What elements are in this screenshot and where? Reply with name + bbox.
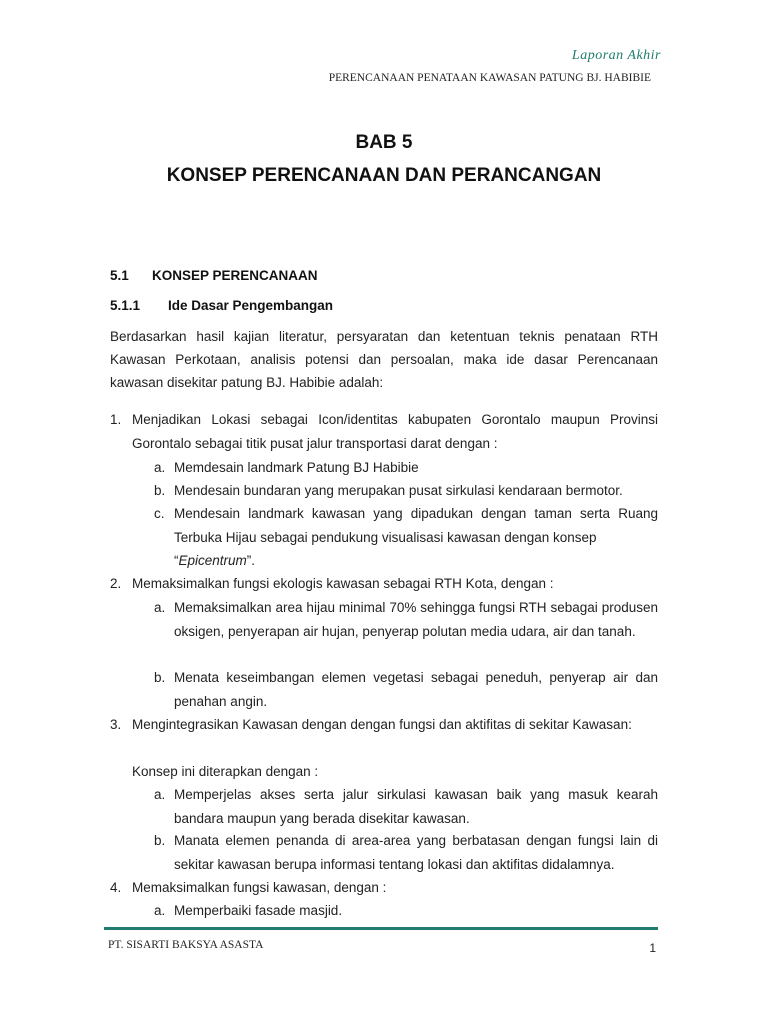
sub-text-end: “Epicentrum”. — [174, 553, 256, 568]
sub-letter: c. — [154, 506, 165, 521]
sub-letter: a. — [154, 460, 166, 475]
footer-company: PT. SISARTI BAKSYA ASASTA — [108, 939, 264, 951]
item-number: 1. — [110, 412, 122, 427]
page-number: 1 — [649, 941, 656, 955]
item-number: 4. — [110, 880, 122, 895]
report-subtitle: PERENCANAAN PENATAAN KAWASAN PATUNG BJ. HABIBIE — [328, 72, 651, 84]
sub-text: Memdesain landmark Patung BJ Habibie — [174, 460, 419, 475]
subsection-title: Ide Dasar Pengembangan — [168, 298, 334, 313]
item-number: 2. — [110, 576, 122, 591]
subsection-number: 5.1.1 — [110, 298, 141, 313]
sub-text: Memperbaiki fasade masjid. — [174, 903, 343, 918]
section-number: 5.1 — [110, 268, 129, 283]
sub-letter: a. — [154, 903, 166, 918]
sub-letter: b. — [154, 483, 166, 498]
sub-text: Manata elemen penanda di area-area yang berbatasan dengan fungsi lain di sekitar kawasan berupa informasi tentang lokasi dan aktifitas didalamnya. — [174, 833, 658, 872]
section-heading — [110, 268, 318, 283]
intro-paragraph: Berdasarkan hasil kajian literatur, persyaratan dan ketentuan teknis penataan RTH Kawasan Perkotaan, analisis potensi dan persoalan, maka ide dasar Perencanaan kawasan disekitar patung BJ. Habibie adalah: — [110, 329, 658, 390]
section-title: KONSEP PERENCANAAN — [152, 268, 318, 283]
sub-letter: a. — [154, 787, 166, 802]
sub-text: Memperjelas akses serta jalur sirkulasi kawasan baik yang masuk kearah bandara maupun yang berada disekitar kawasan. — [174, 787, 658, 826]
subsection-heading — [110, 298, 333, 313]
sub-letter: b. — [154, 833, 166, 848]
sub-text: Mendesain landmark kawasan yang dipadukan dengan taman serta Ruang Terbuka Hijau sebagai pendukung visualisasi kawasan dengan konsep — [174, 506, 658, 545]
item-text: Mengintegrasikan Kawasan dengan dengan fungsi dan aktifitas di sekitar Kawasan: — [132, 717, 632, 732]
item-extra: Konsep ini diterapkan dengan : — [132, 764, 319, 779]
report-title: Laporan Akhir — [571, 48, 661, 63]
footer-divider — [104, 927, 658, 930]
chapter-label: BAB 5 — [355, 132, 413, 153]
item-number: 3. — [110, 717, 122, 732]
epicentrum-term: Epicentrum — [178, 553, 247, 568]
sub-text: Mendesain bundaran yang merupakan pusat sirkulasi kendaraan bermotor. — [174, 483, 623, 498]
sub-text: Menata keseimbangan elemen vegetasi sebagai peneduh, penyerap air dan penahan angin. — [174, 670, 658, 709]
sub-text: Memaksimalkan area hijau minimal 70% sehingga fungsi RTH sebagai produsen oksigen, penyerapan air hujan, penyerap polutan media udara, air dan tanah. — [174, 600, 658, 639]
item-text: Menjadikan Lokasi sebagai Icon/identitas kabupaten Gorontalo maupun Provinsi Gorontalo sebagai titik pusat jalur transportasi darat dengan : — [132, 412, 658, 451]
item-text: Memaksimalkan fungsi ekologis kawasan sebagai RTH Kota, dengan : — [132, 576, 554, 591]
sub-letter: b. — [154, 670, 166, 685]
chapter-title: KONSEP PERENCANAAN DAN PERANCANGAN — [166, 165, 602, 186]
sub-letter: a. — [154, 600, 166, 615]
item-text: Memaksimalkan fungsi kawasan, dengan : — [132, 880, 387, 895]
